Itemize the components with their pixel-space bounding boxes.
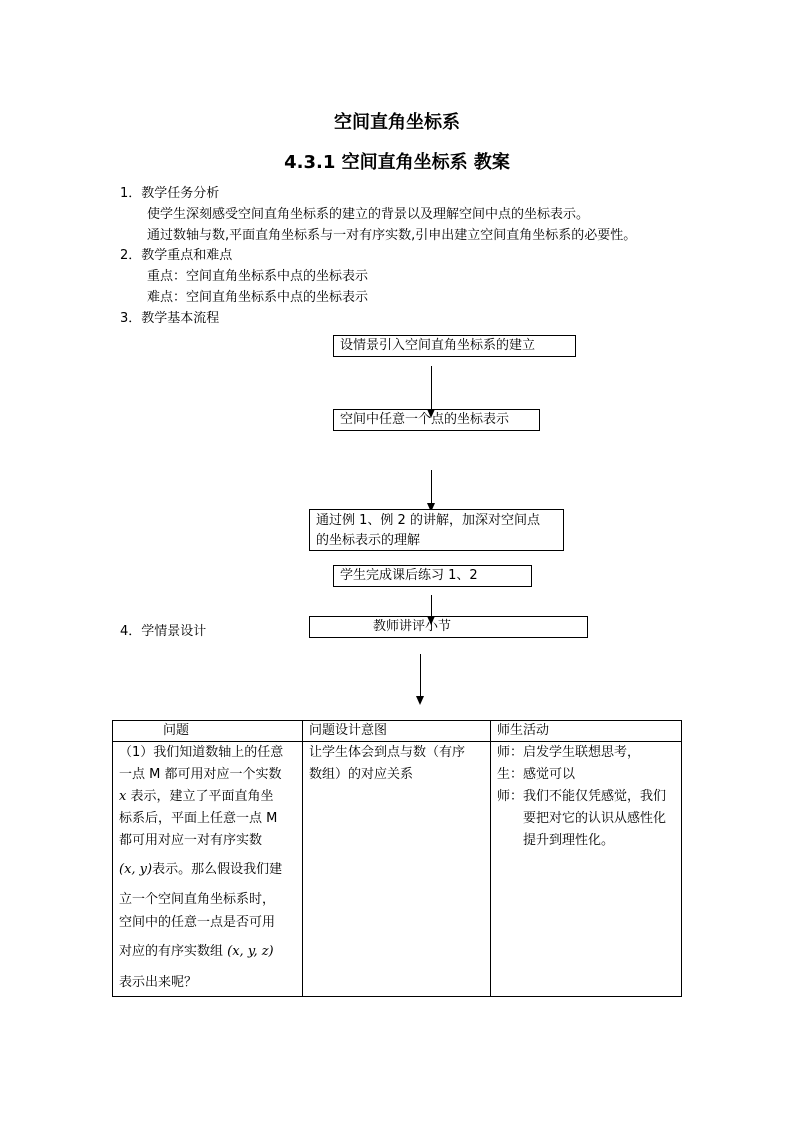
- flow-arrow-2-line: [431, 470, 432, 504]
- intent-line-2: 数组）的对应关系: [309, 767, 414, 782]
- flow-step-2: 空间中任意一个点的坐标表示: [333, 409, 540, 431]
- question-line-6: (x, y)表示。那么假设我们建: [119, 862, 283, 877]
- question-line-4: 标系后，平面上任意一点 M: [119, 811, 278, 826]
- section-4-heading: 4．学情景设计: [120, 624, 207, 639]
- math-xyz: (x, y, z): [227, 944, 274, 959]
- difficult-point: 难点：空间直角坐标系中点的坐标表示: [147, 290, 369, 305]
- intent-line-1: 让学生体会到点与数（有序: [309, 745, 466, 760]
- question-line-5: 都可用对应一对有序实数: [119, 833, 263, 848]
- question-line-2: 一点 M 都可用对应一个实数: [119, 767, 282, 782]
- section-2-heading: 2．教学重点和难点: [120, 248, 233, 263]
- math-x: x: [119, 789, 127, 804]
- table-row: [113, 742, 682, 997]
- flow-step-5: 教师讲评小节: [309, 616, 588, 638]
- activity-cell: [491, 742, 682, 997]
- flow-arrow-4-line: [420, 654, 421, 696]
- section-1-paragraph-2: 通过数轴与数,平面直角坐标系与一对有序实数,引申出建立空间直角坐标系的必要性。: [147, 228, 637, 243]
- question-line-10: 表示出来呢？: [119, 975, 198, 990]
- section-1-paragraph-1: 使学生深刻感受空间直角坐标系的建立的背景以及理解空间中点的坐标表示。: [147, 207, 590, 222]
- table-header-row: [113, 721, 682, 742]
- activity-speaker: 师：: [497, 789, 524, 804]
- document-title: 空间直角坐标系: [334, 112, 460, 133]
- activity-text: 我们不能仅凭感觉，我们要把对它的认识从感性化提升到理性化。: [523, 789, 667, 848]
- activity-item: [497, 764, 675, 786]
- intent-cell: [303, 742, 491, 997]
- question-line-3: x 表示，建立了平面直角坐: [119, 789, 274, 804]
- flow-step-3-line-2: 的坐标表示的理解: [316, 533, 421, 548]
- section-3-heading: 3．教学基本流程: [120, 311, 220, 326]
- question-cell: [113, 742, 303, 997]
- flow-step-4: 学生完成课后练习 1、2: [333, 565, 532, 587]
- flow-step-3-line-1: 通过例 1、例 2 的讲解，加深对空间点: [316, 513, 540, 528]
- section-1-heading: 1．教学任务分析: [120, 186, 220, 201]
- document-subtitle: 4.3.1 空间直角坐标系 教案: [284, 152, 510, 173]
- activity-speaker: 师：: [497, 745, 524, 760]
- question-line-1: （1）我们知道数轴上的任意: [119, 745, 284, 760]
- activity-text: 感觉可以: [523, 767, 576, 782]
- lesson-table: [112, 720, 682, 997]
- flow-arrow-4-head: [416, 696, 424, 705]
- activity-item: [497, 742, 675, 764]
- math-xy: (x, y): [119, 862, 153, 877]
- header-intent: 问题设计意图: [303, 721, 491, 742]
- flow-step-3: [309, 509, 564, 551]
- question-line-7: 立一个空间直角坐标系时，: [119, 892, 276, 907]
- question-line-9: 对应的有序实数组 (x, y, z): [119, 944, 274, 959]
- key-point: 重点：空间直角坐标系中点的坐标表示: [147, 269, 369, 284]
- activity-text: 启发学生联想思考，: [523, 745, 641, 760]
- header-activity: 师生活动: [491, 721, 682, 742]
- flow-step-1: 设情景引入空间直角坐标系的建立: [333, 335, 576, 357]
- flow-arrow-1-line: [431, 366, 432, 412]
- activity-item: [497, 786, 675, 852]
- activity-speaker: 生：: [497, 767, 524, 782]
- header-question: 问题: [113, 721, 303, 742]
- question-line-8: 空间中的任意一点是否可用: [119, 915, 276, 930]
